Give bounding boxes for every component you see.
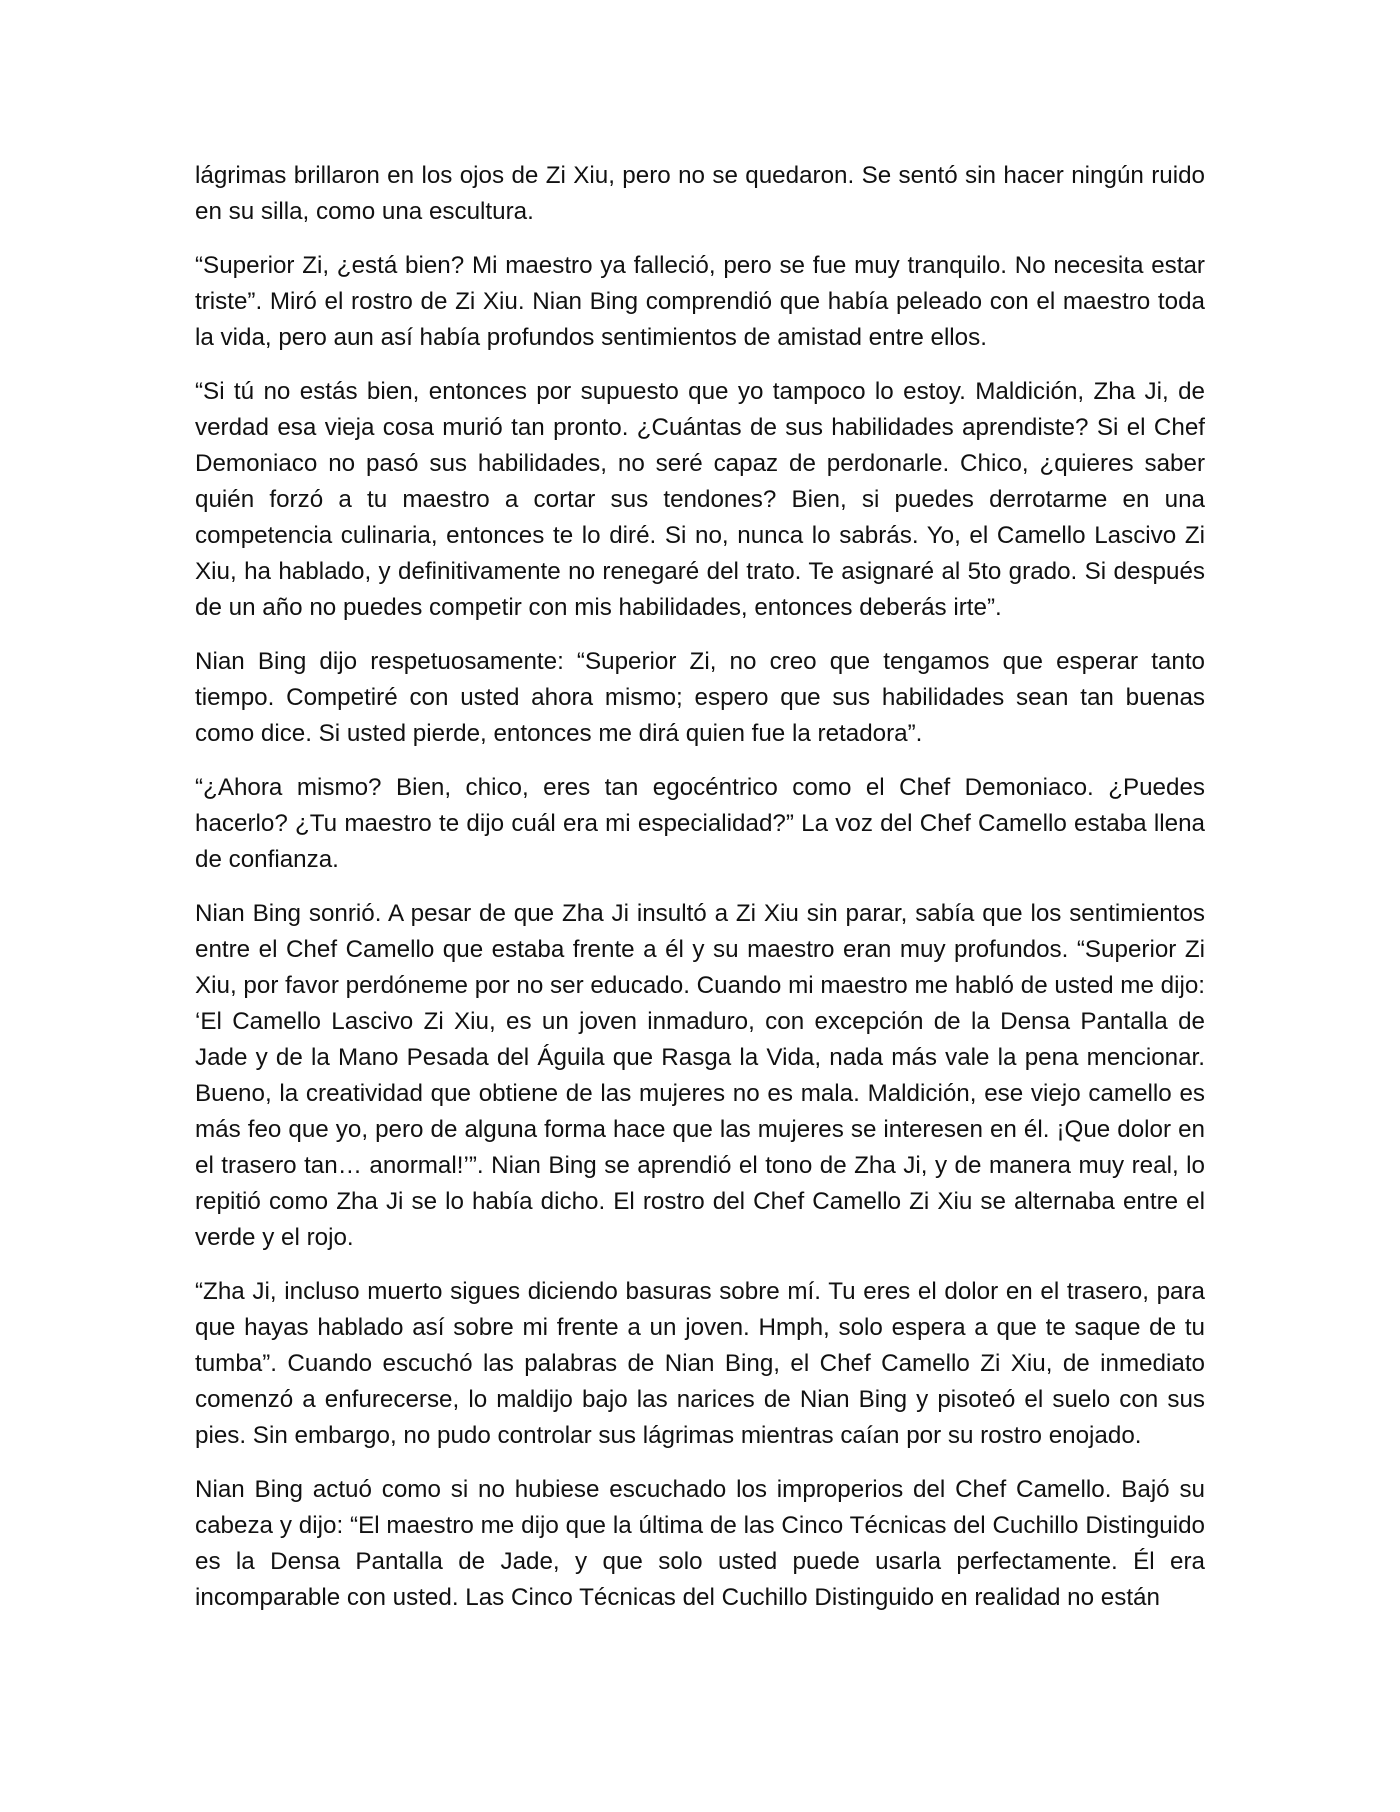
- paragraph-5: “¿Ahora mismo? Bien, chico, eres tan egocéntrico como el Chef Demoniaco. ¿Puedes hacerlo? ¿Tu maestro te dijo cuál era mi especialidad?” La voz del Chef Camello estaba llena de confianza.: [195, 774, 1205, 873]
- document-page: [195, 158, 1205, 1634]
- paragraph-2: “Superior Zi, ¿está bien? Mi maestro ya falleció, pero se fue muy tranquilo. No necesita estar triste”. Miró el rostro de Zi Xiu. Nian Bing comprendió que había peleado con el maestro toda la vida, pero aun así había profundos sentimientos de amistad entre ellos.: [195, 252, 1205, 351]
- paragraph-6: Nian Bing sonrió. A pesar de que Zha Ji insultó a Zi Xiu sin parar, sabía que los sentimientos entre el Chef Camello que estaba frente a él y su maestro eran muy profundos. “Superior Zi Xiu, por favor perdóneme por no ser educado. Cuando mi maestro me habló de usted me dijo: ‘El Camello Lascivo Zi Xiu, es un joven inmaduro, con excepción de la Densa Pantalla de Jade y de la Mano Pesada del Águila que Rasga la Vida, nada más vale la pena mencionar. Bueno, la creatividad que obtiene de las mujeres no es mala. Maldición, ese viejo camello es más feo que yo, pero de alguna forma hace que las mujeres se interesen en él. ¡Que dolor en el trasero tan… anormal!’”. Nian Bing se aprendió el tono de Zha Ji, y de manera muy real, lo repitió como Zha Ji se lo había dicho. El rostro del Chef Camello Zi Xiu se alternaba entre el verde y el rojo.: [195, 900, 1205, 1251]
- paragraph-7: “Zha Ji, incluso muerto sigues diciendo basuras sobre mí. Tu eres el dolor en el trasero, para que hayas hablado así sobre mi frente a un joven. Hmph, solo espera a que te saque de tu tumba”. Cuando escuchó las palabras de Nian Bing, el Chef Camello Zi Xiu, de inmediato comenzó a enfurecerse, lo maldijo bajo las narices de Nian Bing y pisoteó el suelo con sus pies. Sin embargo, no pudo controlar sus lágrimas mientras caían por su rostro enojado.: [195, 1278, 1205, 1449]
- paragraph-1: lágrimas brillaron en los ojos de Zi Xiu, pero no se quedaron. Se sentó sin hacer ningún ruido en su silla, como una escultura.: [195, 162, 1205, 225]
- paragraph-4: Nian Bing dijo respetuosamente: “Superior Zi, no creo que tengamos que esperar tanto tiempo. Competiré con usted ahora mismo; espero que sus habilidades sean tan buenas como dice. Si usted pierde, entonces me dirá quien fue la retadora”.: [195, 648, 1205, 747]
- paragraph-8: Nian Bing actuó como si no hubiese escuchado los improperios del Chef Camello. Bajó su cabeza y dijo: “El maestro me dijo que la última de las Cinco Técnicas del Cuchillo Distinguido es la Densa Pantalla de Jade, y que solo usted puede usarla perfectamente. Él era incomparable con usted. Las Cinco Técnicas del Cuchillo Distinguido en realidad no están: [195, 1476, 1205, 1611]
- paragraph-3: “Si tú no estás bien, entonces por supuesto que yo tampoco lo estoy. Maldición, Zha Ji, de verdad esa vieja cosa murió tan pronto. ¿Cuántas de sus habilidades aprendiste? Si el Chef Demoniaco no pasó sus habilidades, no seré capaz de perdonarle. Chico, ¿quieres saber quién forzó a tu maestro a cortar sus tendones? Bien, si puedes derrotarme en una competencia culinaria, entonces te lo diré. Si no, nunca lo sabrás. Yo, el Camello Lascivo Zi Xiu, ha hablado, y definitivamente no renegaré del trato. Te asignaré al 5to grado. Si después de un año no puedes competir con mis habilidades, entonces deberás irte”.: [195, 378, 1205, 621]
